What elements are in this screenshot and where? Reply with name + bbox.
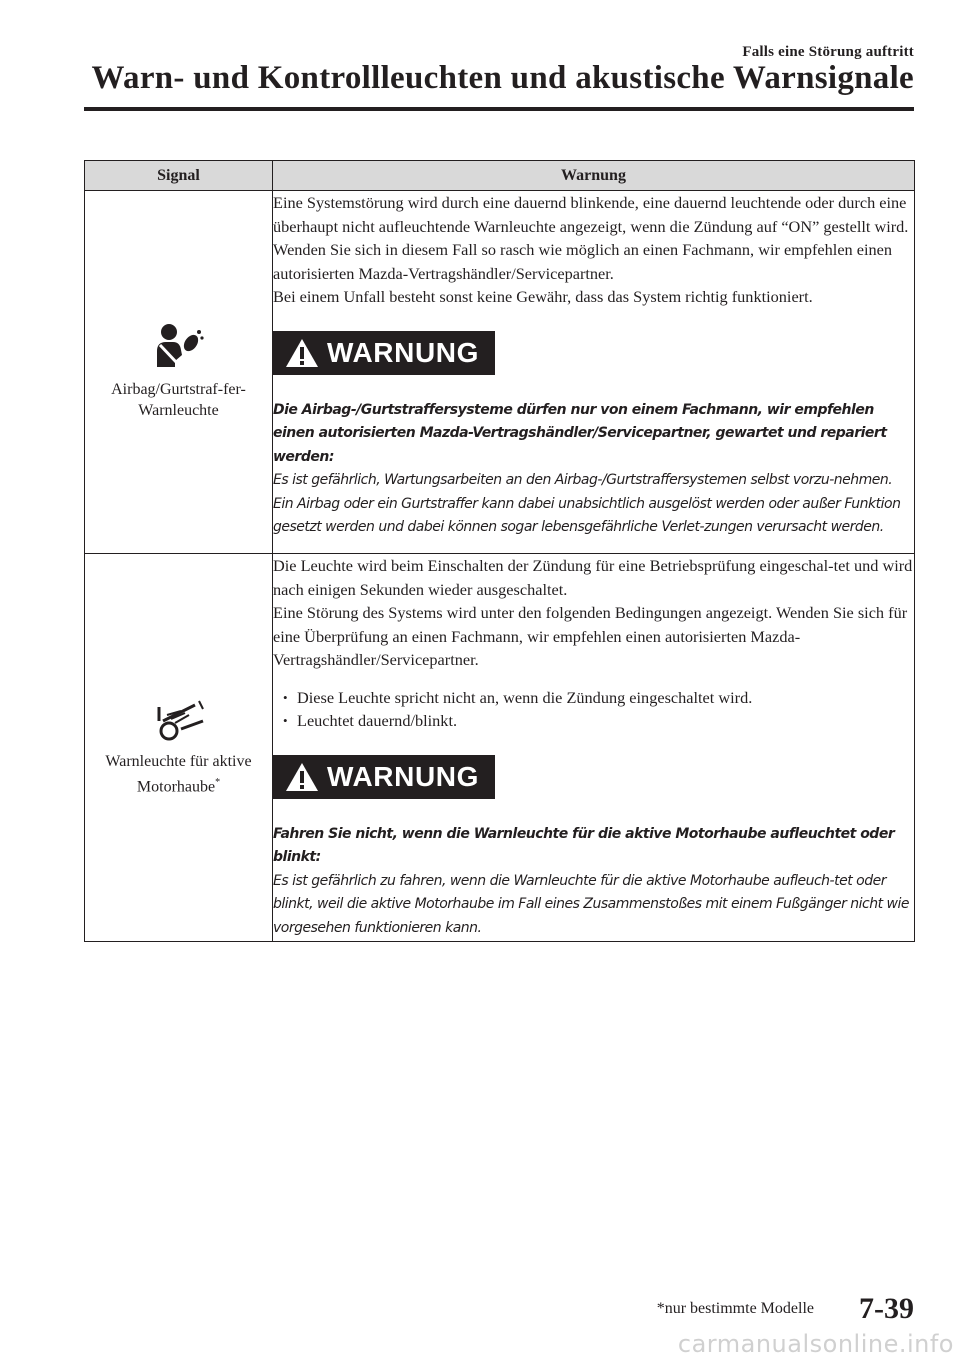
signal-label: Airbag/Gurtstraf-fer-Warnleuchte <box>111 381 246 419</box>
airbag-seatbelt-icon <box>153 323 205 369</box>
description-paragraph: Die Leuchte wird beim Einschalten der Zündung für eine Betriebsprüfung eingeschal-tet und wird nach einigen Sekunden wieder ausgeschaltet. <box>273 556 913 599</box>
warning-text: Es ist gefährlich zu fahren, wenn die Warnleuchte für die aktive Motorhaube aufleuch-tet oder blinkt, weil die aktive Motorhaube im Fall eines Zusammenstoßes mit einem Fußgänger nicht wie vorgesehen funktionieren kann. <box>273 872 909 936</box>
warning-label: WARNUNG <box>327 336 479 368</box>
warning-cell <box>273 191 915 554</box>
page-number: 7-39 <box>859 1292 914 1325</box>
table-row <box>85 554 915 942</box>
description-paragraph: Eine Störung des Systems wird unter den folgenden Bedingungen angezeigt. Wenden Sie sich für eine Überprüfung an einen Fachmann, wir empfehlen einen autorisierten Mazda-Vertragshändler/Servicepartner. <box>273 603 908 669</box>
header-divider <box>84 107 914 111</box>
list-item: • Leuchtet dauernd/blinkt. <box>283 709 914 733</box>
warning-banner <box>273 755 495 799</box>
column-header-warning: Warnung <box>273 161 915 191</box>
description-paragraph: Bei einem Unfall besteht sonst keine Gewähr, dass das System richtig funktioniert. <box>273 287 813 306</box>
warning-text: Es ist gefährlich, Wartungsarbeiten an den Airbag-/Gurtstraffersystemen selbst vorzu-nehmen. Ein Airbag oder ein Gurtstraffer kann dabei unabsichtlich ausgelöst werden oder außer Funktion gesetzt werden und dabei können sogar lebensgefährliche Verlet-zungen verursacht werden. <box>273 472 901 535</box>
warning-title: Die Airbag-/Gurtstraffersysteme dürfen nur von einem Fachmann, wir empfehlen einen autorisierten Mazda-Vertragshändler/Servicepartner, gewartet und repariert werden: <box>273 401 887 465</box>
condition-list <box>273 686 914 733</box>
page-title: Warn- und Kontrollleuchten und akustische Warnsignale <box>91 60 914 96</box>
signal-label-text: Warnleuchte für aktive Motorhaube <box>105 753 252 796</box>
signal-cell <box>85 191 273 554</box>
table-header-row <box>85 161 915 191</box>
warning-title: Fahren Sie nicht, wenn die Warnleuchte für die aktive Motorhaube aufleuchtet oder blinkt: <box>273 825 895 865</box>
table-row <box>85 191 915 554</box>
warning-label: WARNUNG <box>327 760 479 792</box>
column-header-signal: Signal <box>85 161 273 191</box>
warning-triangle-icon <box>285 338 319 368</box>
warning-cell <box>273 554 915 942</box>
signals-table <box>84 160 915 942</box>
signal-label <box>85 751 272 797</box>
warning-triangle-icon <box>285 762 319 792</box>
section-heading: Falls eine Störung auftritt <box>742 44 914 60</box>
signal-cell <box>85 554 273 942</box>
active-bonnet-icon <box>151 697 207 741</box>
footnote-marker: * <box>215 777 221 789</box>
warning-banner <box>273 331 495 375</box>
footnote: *nur bestimmte Modelle <box>656 1300 814 1317</box>
list-item: • Diese Leuchte spricht nicht an, wenn die Zündung eingeschaltet wird. <box>283 686 914 710</box>
description-paragraph: Eine Systemstörung wird durch eine dauernd blinkende, eine dauernd leuchtende oder durch eine überhaupt nicht aufleuchtende Warnleuchte angezeigt, wenn die Zündung auf “ON” gestellt wird. Wenden Sie sich in diesem Fall so rasch wie möglich an einen Fachmann, wir empfehlen einen autorisierten Mazda-Vertragshändler/Servicepartner. <box>273 193 909 283</box>
watermark: carmanualsonline.info <box>677 1330 954 1358</box>
